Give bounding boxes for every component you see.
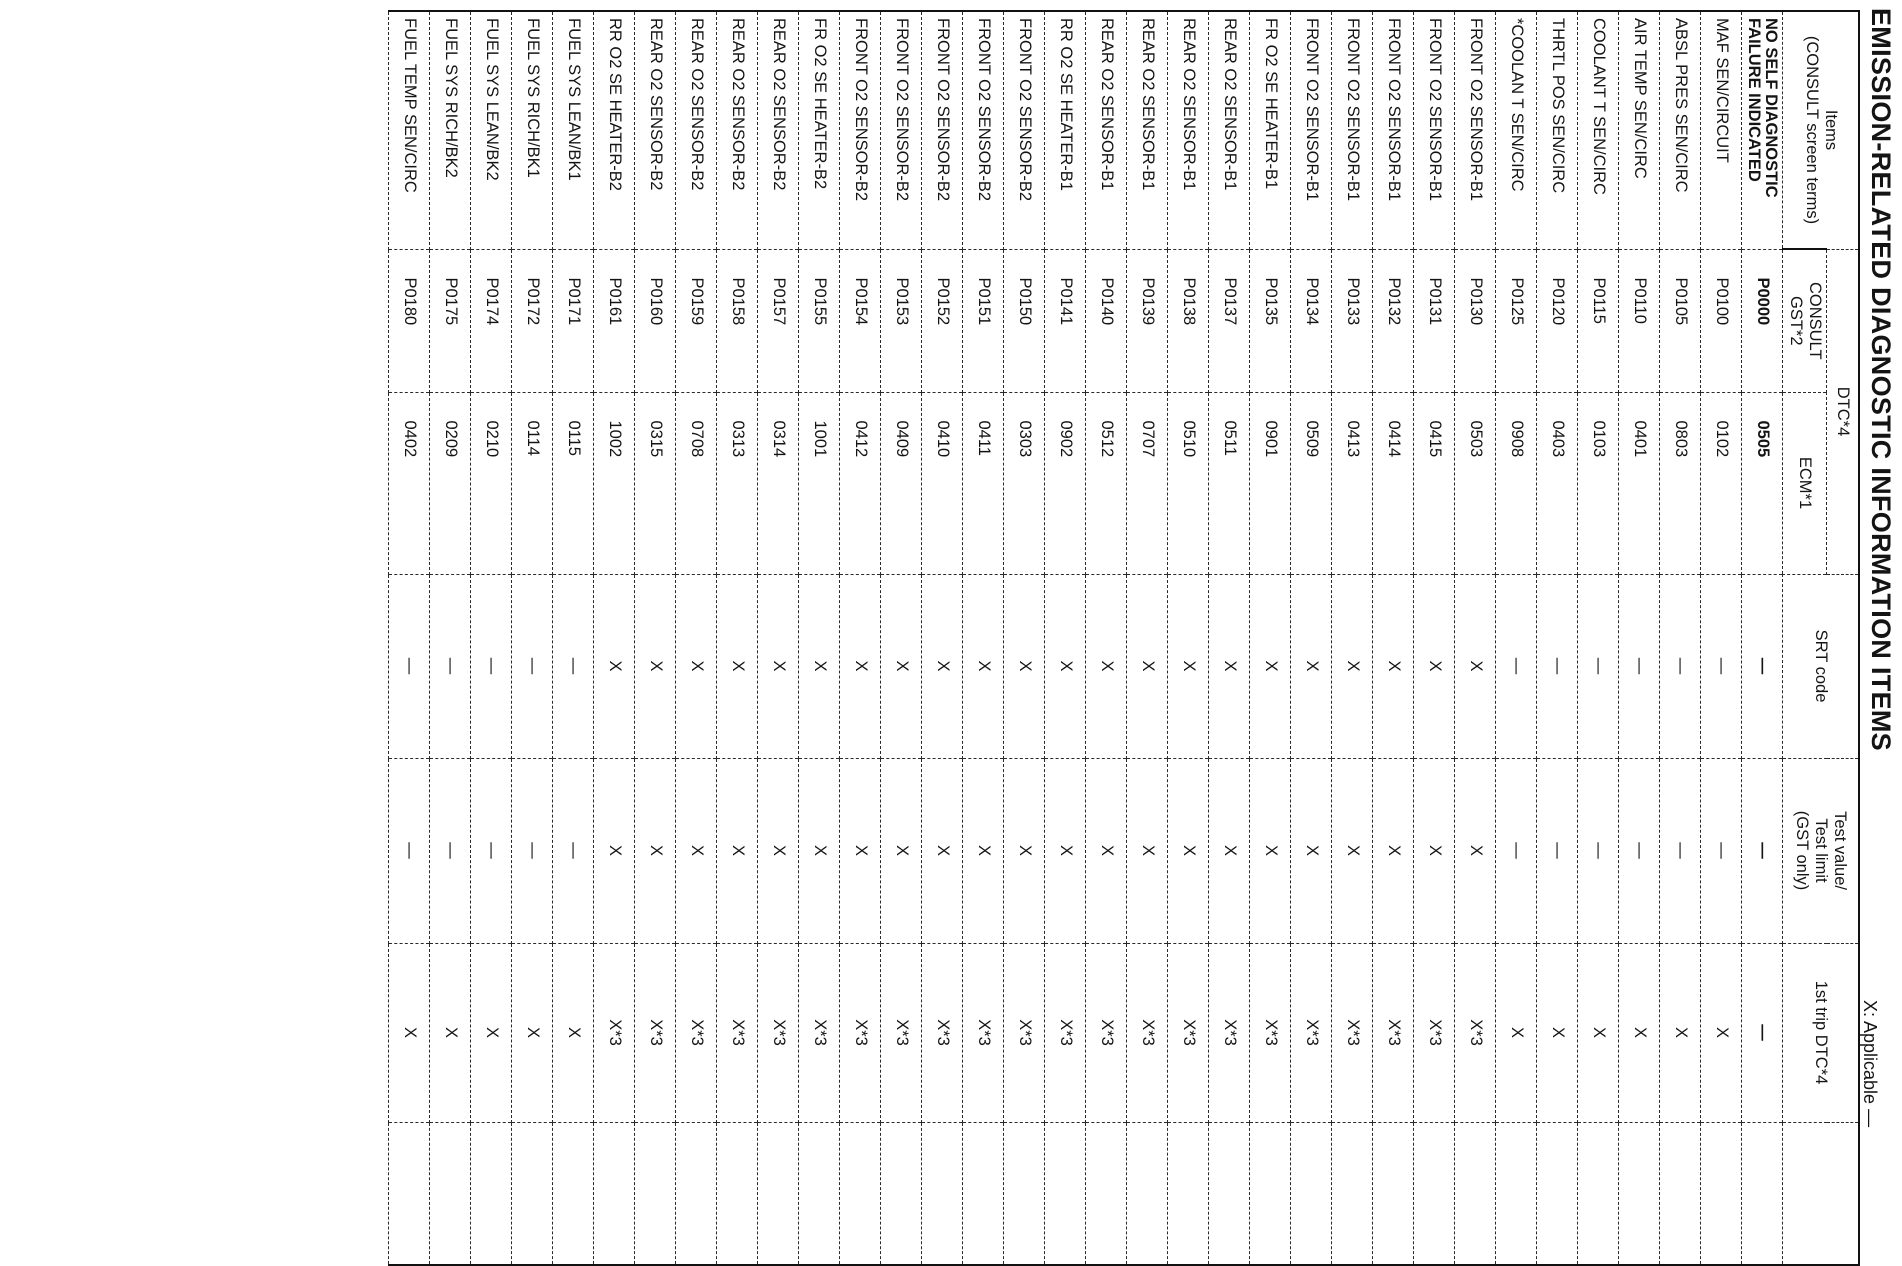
open-column-cell [471, 1122, 512, 1265]
srt-code-cell: X [1414, 574, 1455, 758]
consult-gst-cell: P0175 [430, 249, 471, 392]
first-trip-dtc-cell: X*3 [963, 943, 1004, 1122]
item-cell: FUEL SYS LEAN/BK2 [471, 11, 512, 249]
consult-gst-cell: P0174 [471, 249, 512, 392]
table-row [1496, 11, 1537, 1265]
item-cell: AIR TEMP SEN/CIRC [1619, 11, 1660, 249]
consult-gst-cell: P0180 [389, 249, 430, 392]
open-column-cell [389, 1122, 430, 1265]
table-row [1045, 11, 1086, 1265]
table-row [881, 11, 922, 1265]
ecm-cell: 1001 [799, 392, 840, 574]
item-cell: FRONT O2 SENSOR-B1 [1332, 11, 1373, 249]
open-column-cell [676, 1122, 717, 1265]
test-value-cell: — [1742, 758, 1783, 943]
srt-code-cell: X [1168, 574, 1209, 758]
ecm-cell: 0315 [635, 392, 676, 574]
open-column-cell [1168, 1122, 1209, 1265]
test-value-cell: X [594, 758, 635, 943]
first-trip-dtc-cell: X*3 [1250, 943, 1291, 1122]
first-trip-dtc-cell: X*3 [1332, 943, 1373, 1122]
consult-gst-cell: P0000 [1742, 249, 1783, 392]
ecm-cell: 0505 [1742, 392, 1783, 574]
open-column-cell [1455, 1122, 1496, 1265]
table-body [389, 11, 1783, 1265]
test-value-cell: — [553, 758, 594, 943]
ecm-cell: 0209 [430, 392, 471, 574]
test-value-cell: X [1168, 758, 1209, 943]
table-row [1086, 11, 1127, 1265]
item-cell: FRONT O2 SENSOR-B1 [1455, 11, 1496, 249]
consult-gst-cell: P0134 [1291, 249, 1332, 392]
first-trip-dtc-cell: X [1619, 943, 1660, 1122]
consult-gst-cell: P0154 [840, 249, 881, 392]
srt-code-cell: X [1209, 574, 1250, 758]
open-column-cell [922, 1122, 963, 1265]
first-trip-dtc-cell: X [1578, 943, 1619, 1122]
ecm-cell: 0415 [1414, 392, 1455, 574]
item-cell: COOLANT T SEN/CIRC [1578, 11, 1619, 249]
first-trip-dtc-cell: X*3 [1291, 943, 1332, 1122]
ecm-cell: 0803 [1660, 392, 1701, 574]
ecm-cell: 0103 [1578, 392, 1619, 574]
dtc-table [389, 10, 1861, 1266]
consult-gst-cell: P0158 [717, 249, 758, 392]
test-value-cell: X [1250, 758, 1291, 943]
srt-code-cell: — [1742, 574, 1783, 758]
item-cell: REAR O2 SENSOR-B1 [1209, 11, 1250, 249]
table-row [758, 11, 799, 1265]
consult-gst-cell: P0110 [1619, 249, 1660, 392]
item-cell: *COOLAN T SEN/CIRC [1496, 11, 1537, 249]
table-row [594, 11, 635, 1265]
item-cell: FRONT O2 SENSOR-B2 [1004, 11, 1045, 249]
test-value-cell: X [1455, 758, 1496, 943]
srt-code-cell: — [1701, 574, 1742, 758]
ecm-cell: 0901 [1250, 392, 1291, 574]
ecm-cell: 0413 [1332, 392, 1373, 574]
consult-gst-cell: P0133 [1332, 249, 1373, 392]
test-value-cell: X [1291, 758, 1332, 943]
table-row [389, 11, 430, 1265]
srt-code-cell: X [758, 574, 799, 758]
ecm-cell: 0115 [553, 392, 594, 574]
ecm-cell: 0707 [1127, 392, 1168, 574]
open-column-cell [1127, 1122, 1168, 1265]
test-value-cell: X [1373, 758, 1414, 943]
srt-code-cell: — [1578, 574, 1619, 758]
first-trip-dtc-cell: X [430, 943, 471, 1122]
test-value-cell: X [1209, 758, 1250, 943]
test-value-cell: X [758, 758, 799, 943]
first-trip-dtc-cell: X*3 [1455, 943, 1496, 1122]
consult-gst-cell: P0151 [963, 249, 1004, 392]
srt-code-cell: X [881, 574, 922, 758]
item-cell: RR O2 SE HEATER-B1 [1045, 11, 1086, 249]
ecm-cell: 0414 [1373, 392, 1414, 574]
srt-code-cell: X [922, 574, 963, 758]
header-first-trip-dtc: 1st trip DTC*4 [1783, 943, 1859, 1122]
first-trip-dtc-cell: X*3 [1168, 943, 1209, 1122]
first-trip-dtc-cell: X [1537, 943, 1578, 1122]
header-test-value: Test value/ Test limit (GST only) [1783, 758, 1859, 943]
consult-gst-cell: P0159 [676, 249, 717, 392]
table-row [799, 11, 840, 1265]
consult-gst-cell: P0140 [1086, 249, 1127, 392]
first-trip-dtc-cell: X [1496, 943, 1537, 1122]
open-column-cell [1250, 1122, 1291, 1265]
item-cell: FRONT O2 SENSOR-B1 [1291, 11, 1332, 249]
srt-code-cell: — [1537, 574, 1578, 758]
table-row [1742, 11, 1783, 1265]
ecm-cell: 1002 [594, 392, 635, 574]
table-row [717, 11, 758, 1265]
srt-code-cell: X [717, 574, 758, 758]
ecm-cell: 0908 [1496, 392, 1537, 574]
ecm-cell: 0708 [676, 392, 717, 574]
consult-gst-cell: P0160 [635, 249, 676, 392]
open-column-cell [1209, 1122, 1250, 1265]
consult-gst-cell: P0130 [1455, 249, 1496, 392]
table-row [1578, 11, 1619, 1265]
item-cell: FUEL SYS RICH/BK2 [430, 11, 471, 249]
consult-gst-cell: P0100 [1701, 249, 1742, 392]
test-value-cell: X [717, 758, 758, 943]
open-column-cell [758, 1122, 799, 1265]
srt-code-cell: X [635, 574, 676, 758]
table-row [635, 11, 676, 1265]
srt-code-cell: X [1250, 574, 1291, 758]
srt-code-cell: — [1660, 574, 1701, 758]
table-row [1250, 11, 1291, 1265]
item-cell: ABSL PRES SEN/CIRC [1660, 11, 1701, 249]
consult-gst-cell: P0161 [594, 249, 635, 392]
table-row [512, 11, 553, 1265]
table-row [553, 11, 594, 1265]
table-row [1537, 11, 1578, 1265]
consult-gst-cell: P0139 [1127, 249, 1168, 392]
item-cell: FRONT O2 SENSOR-B2 [840, 11, 881, 249]
consult-gst-cell: P0150 [1004, 249, 1045, 392]
ecm-cell: 0313 [717, 392, 758, 574]
item-cell: FR O2 SE HEATER-B2 [799, 11, 840, 249]
item-cell: RR O2 SE HEATER-B2 [594, 11, 635, 249]
srt-code-cell: — [1619, 574, 1660, 758]
first-trip-dtc-cell: X*3 [922, 943, 963, 1122]
item-cell: FRONT O2 SENSOR-B2 [922, 11, 963, 249]
open-column-cell [881, 1122, 922, 1265]
ecm-cell: 0314 [758, 392, 799, 574]
test-value-cell: X [1045, 758, 1086, 943]
first-trip-dtc-cell: X*3 [840, 943, 881, 1122]
consult-gst-cell: P0105 [1660, 249, 1701, 392]
item-cell: REAR O2 SENSOR-B1 [1168, 11, 1209, 249]
legend: X: Applicable — [1860, 1000, 1880, 1128]
open-column-cell [594, 1122, 635, 1265]
header-srt-code: SRT code [1783, 574, 1859, 758]
item-cell: REAR O2 SENSOR-B1 [1086, 11, 1127, 249]
item-cell: FUEL SYS LEAN/BK1 [553, 11, 594, 249]
item-cell: FRONT O2 SENSOR-B2 [881, 11, 922, 249]
table-row [840, 11, 881, 1265]
consult-gst-cell: P0137 [1209, 249, 1250, 392]
item-cell: FR O2 SE HEATER-B1 [1250, 11, 1291, 249]
item-cell: REAR O2 SENSOR-B2 [635, 11, 676, 249]
first-trip-dtc-cell: X*3 [1004, 943, 1045, 1122]
consult-gst-cell: P0135 [1250, 249, 1291, 392]
ecm-cell: 0403 [1537, 392, 1578, 574]
first-trip-dtc-cell: X [1660, 943, 1701, 1122]
srt-code-cell: — [430, 574, 471, 758]
ecm-cell: 0503 [1455, 392, 1496, 574]
test-value-cell: X [1332, 758, 1373, 943]
ecm-cell: 0402 [389, 392, 430, 574]
test-value-cell: X [1004, 758, 1045, 943]
srt-code-cell: — [471, 574, 512, 758]
srt-code-cell: X [1332, 574, 1373, 758]
test-value-cell: — [1537, 758, 1578, 943]
table-row [1701, 11, 1742, 1265]
test-value-cell: — [1496, 758, 1537, 943]
test-value-cell: — [512, 758, 553, 943]
table-row [1004, 11, 1045, 1265]
open-column-cell [1537, 1122, 1578, 1265]
table-row [1209, 11, 1250, 1265]
srt-code-cell: X [1045, 574, 1086, 758]
first-trip-dtc-cell: X*3 [1414, 943, 1455, 1122]
consult-gst-cell: P0120 [1537, 249, 1578, 392]
open-column-cell [1045, 1122, 1086, 1265]
open-column-cell [840, 1122, 881, 1265]
first-trip-dtc-cell: X*3 [1373, 943, 1414, 1122]
srt-code-cell: X [594, 574, 635, 758]
header-consult-gst: CONSULT GST*2 [1783, 249, 1827, 392]
first-trip-dtc-cell: X [512, 943, 553, 1122]
item-cell: REAR O2 SENSOR-B1 [1127, 11, 1168, 249]
header-dtc-group: DTC*4 [1827, 249, 1859, 574]
open-column-cell [1660, 1122, 1701, 1265]
open-column-cell [1742, 1122, 1783, 1265]
test-value-cell: X [635, 758, 676, 943]
test-value-cell: — [1619, 758, 1660, 943]
test-value-cell: — [471, 758, 512, 943]
srt-code-cell: X [1004, 574, 1045, 758]
test-value-cell: X [881, 758, 922, 943]
ecm-cell: 0412 [840, 392, 881, 574]
open-column-cell [1414, 1122, 1455, 1265]
open-column-cell [1373, 1122, 1414, 1265]
srt-code-cell: X [1291, 574, 1332, 758]
ecm-cell: 0512 [1086, 392, 1127, 574]
srt-code-cell: X [799, 574, 840, 758]
open-column-cell [1291, 1122, 1332, 1265]
first-trip-dtc-cell: X*3 [758, 943, 799, 1122]
consult-gst-cell: P0152 [922, 249, 963, 392]
ecm-cell: 0510 [1168, 392, 1209, 574]
first-trip-dtc-cell: X*3 [594, 943, 635, 1122]
open-column-cell [1619, 1122, 1660, 1265]
open-column-cell [963, 1122, 1004, 1265]
item-cell: REAR O2 SENSOR-B2 [758, 11, 799, 249]
test-value-cell: — [430, 758, 471, 943]
first-trip-dtc-cell: X*3 [1086, 943, 1127, 1122]
srt-code-cell: — [553, 574, 594, 758]
ecm-cell: 0303 [1004, 392, 1045, 574]
first-trip-dtc-cell: X*3 [1127, 943, 1168, 1122]
ecm-cell: 0509 [1291, 392, 1332, 574]
open-column-cell [1578, 1122, 1619, 1265]
consult-gst-cell: P0125 [1496, 249, 1537, 392]
table-row [1414, 11, 1455, 1265]
header-items: Items (CONSULT screen terms) [1783, 11, 1859, 249]
test-value-cell: X [799, 758, 840, 943]
first-trip-dtc-cell: X*3 [1209, 943, 1250, 1122]
open-column-cell [553, 1122, 594, 1265]
test-value-cell: X [1127, 758, 1168, 943]
consult-gst-cell: P0155 [799, 249, 840, 392]
table-row [1332, 11, 1373, 1265]
table-row [1291, 11, 1332, 1265]
header-open-column [1783, 1122, 1859, 1265]
table-row [1619, 11, 1660, 1265]
test-value-cell: X [840, 758, 881, 943]
first-trip-dtc-cell: X [1701, 943, 1742, 1122]
first-trip-dtc-cell: X*3 [881, 943, 922, 1122]
consult-gst-cell: P0157 [758, 249, 799, 392]
table-row [1660, 11, 1701, 1265]
table-row [1455, 11, 1496, 1265]
open-column-cell [799, 1122, 840, 1265]
page-title: EMISSION-RELATED DIAGNOSTIC INFORMATION ITEMS [1866, 8, 1896, 751]
ecm-cell: 0410 [922, 392, 963, 574]
table-row [471, 11, 512, 1265]
srt-code-cell: X [1127, 574, 1168, 758]
item-cell: FRONT O2 SENSOR-B2 [963, 11, 1004, 249]
consult-gst-cell: P0138 [1168, 249, 1209, 392]
ecm-cell: 0114 [512, 392, 553, 574]
first-trip-dtc-cell: X [389, 943, 430, 1122]
srt-code-cell: — [389, 574, 430, 758]
item-cell: NO SELF DIAGNOSTIC FAILURE INDICATED [1742, 11, 1783, 249]
item-cell: THRTL POS SEN/CIRC [1537, 11, 1578, 249]
table-row [430, 11, 471, 1265]
table-row [963, 11, 1004, 1265]
item-cell: REAR O2 SENSOR-B2 [717, 11, 758, 249]
table-row [922, 11, 963, 1265]
first-trip-dtc-cell: — [1742, 943, 1783, 1122]
ecm-cell: 0102 [1701, 392, 1742, 574]
table-row [1168, 11, 1209, 1265]
consult-gst-cell: P0132 [1373, 249, 1414, 392]
consult-gst-cell: P0141 [1045, 249, 1086, 392]
srt-code-cell: — [512, 574, 553, 758]
ecm-cell: 0401 [1619, 392, 1660, 574]
item-cell: MAF SEN/CIRCUIT [1701, 11, 1742, 249]
srt-code-cell: X [1455, 574, 1496, 758]
header-ecm: ECM*1 [1783, 392, 1827, 574]
ecm-cell: 0411 [963, 392, 1004, 574]
open-column-cell [430, 1122, 471, 1265]
srt-code-cell: X [676, 574, 717, 758]
test-value-cell: X [922, 758, 963, 943]
item-cell: FUEL SYS RICH/BK1 [512, 11, 553, 249]
ecm-cell: 0210 [471, 392, 512, 574]
open-column-cell [635, 1122, 676, 1265]
open-column-cell [1086, 1122, 1127, 1265]
table-row [1127, 11, 1168, 1265]
test-value-cell: — [389, 758, 430, 943]
consult-gst-cell: P0115 [1578, 249, 1619, 392]
first-trip-dtc-cell: X*3 [676, 943, 717, 1122]
open-column-cell [512, 1122, 553, 1265]
consult-gst-cell: P0131 [1414, 249, 1455, 392]
consult-gst-cell: P0153 [881, 249, 922, 392]
test-value-cell: X [1086, 758, 1127, 943]
ecm-cell: 0409 [881, 392, 922, 574]
item-cell: FRONT O2 SENSOR-B1 [1414, 11, 1455, 249]
first-trip-dtc-cell: X [553, 943, 594, 1122]
test-value-cell: X [963, 758, 1004, 943]
srt-code-cell: X [840, 574, 881, 758]
table-row [676, 11, 717, 1265]
srt-code-cell: — [1496, 574, 1537, 758]
consult-gst-cell: P0171 [553, 249, 594, 392]
open-column-cell [1332, 1122, 1373, 1265]
test-value-cell: — [1701, 758, 1742, 943]
test-value-cell: — [1578, 758, 1619, 943]
open-column-cell [1004, 1122, 1045, 1265]
first-trip-dtc-cell: X*3 [1045, 943, 1086, 1122]
first-trip-dtc-cell: X*3 [799, 943, 840, 1122]
test-value-cell: X [1414, 758, 1455, 943]
first-trip-dtc-cell: X*3 [635, 943, 676, 1122]
open-column-cell [717, 1122, 758, 1265]
open-column-cell [1496, 1122, 1537, 1265]
first-trip-dtc-cell: X [471, 943, 512, 1122]
table-row [1373, 11, 1414, 1265]
test-value-cell: X [676, 758, 717, 943]
item-cell: FUEL TEMP SEN/CIRC [389, 11, 430, 249]
srt-code-cell: X [963, 574, 1004, 758]
ecm-cell: 0511 [1209, 392, 1250, 574]
srt-code-cell: X [1373, 574, 1414, 758]
item-cell: FRONT O2 SENSOR-B1 [1373, 11, 1414, 249]
consult-gst-cell: P0172 [512, 249, 553, 392]
first-trip-dtc-cell: X*3 [717, 943, 758, 1122]
test-value-cell: — [1660, 758, 1701, 943]
srt-code-cell: X [1086, 574, 1127, 758]
ecm-cell: 0902 [1045, 392, 1086, 574]
open-column-cell [1701, 1122, 1742, 1265]
item-cell: REAR O2 SENSOR-B2 [676, 11, 717, 249]
